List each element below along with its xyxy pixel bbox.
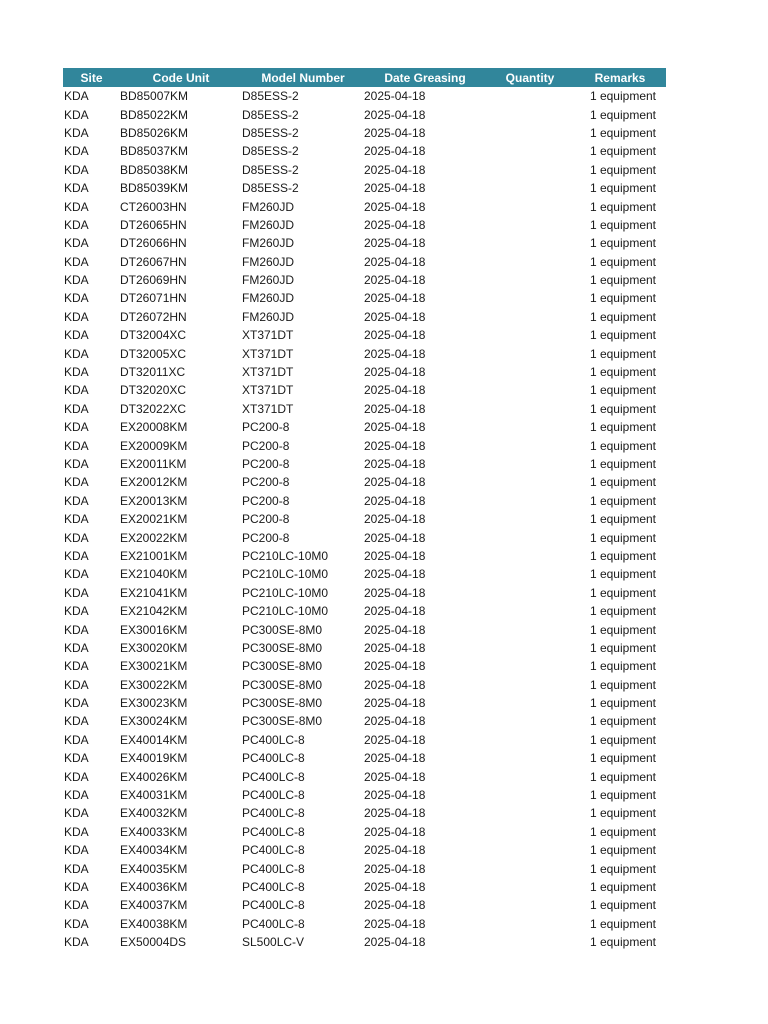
cell-code-unit[interactable]: EX21001KM	[120, 548, 188, 563]
table-row	[63, 271, 666, 289]
cell-site[interactable]: KDA	[64, 236, 89, 251]
cell-model-number[interactable]: PC400LC-8	[242, 769, 305, 784]
cell-model-number[interactable]: PC200-8	[242, 530, 290, 545]
cell-remarks[interactable]: 1 equipment	[589, 254, 656, 269]
cell-code-unit[interactable]: DT32022XC	[120, 401, 187, 416]
table-row	[63, 510, 666, 528]
cell-code-unit[interactable]: DT26066HN	[120, 236, 187, 251]
cell-code-unit[interactable]: DT32020XC	[120, 383, 187, 398]
cell-model-number[interactable]: PC210LC-10M0	[242, 604, 329, 619]
cell-remarks[interactable]: 1 equipment	[589, 383, 656, 398]
cell-site[interactable]: KDA	[64, 585, 89, 600]
cell-site[interactable]: KDA	[64, 125, 89, 140]
cell-date-greasing[interactable]: 2025-04-18	[364, 457, 426, 471]
cell-date-greasing[interactable]: 2025-04-18	[364, 824, 426, 839]
cell-remarks[interactable]: 1 equipment	[589, 512, 656, 527]
cell-date-greasing[interactable]: 2025-04-18	[364, 365, 426, 380]
cell-date-greasing[interactable]: 2025-04-18	[364, 861, 426, 876]
cell-code-unit[interactable]: EX40019KM	[120, 751, 188, 766]
cell-code-unit[interactable]: CT26003HN	[120, 199, 187, 214]
cell-model-number[interactable]: PC400LC-8	[242, 751, 305, 766]
cell-model-number[interactable]: SL500LC-V	[242, 935, 305, 950]
cell-code-unit[interactable]: EX40037KM	[120, 898, 188, 913]
cell-model-number[interactable]: PC400LC-8	[242, 861, 305, 876]
table-row	[63, 418, 666, 436]
cell-model-number[interactable]: FM260JD	[242, 199, 295, 214]
cell-remarks[interactable]: 1 equipment	[589, 291, 656, 306]
cell-model-number[interactable]: PC200-8	[242, 457, 290, 471]
cell-remarks[interactable]: 1 equipment	[589, 273, 656, 288]
cell-date-greasing[interactable]: 2025-04-18	[364, 640, 426, 655]
table-row	[63, 804, 666, 822]
cell-code-unit[interactable]: DT32011XC	[120, 365, 186, 380]
cell-model-number[interactable]: XT371DT	[242, 401, 294, 416]
cell-code-unit[interactable]: EX20008KM	[120, 420, 188, 435]
cell-code-unit[interactable]: EX40032KM	[120, 806, 188, 821]
table-row	[63, 381, 666, 399]
cell-date-greasing[interactable]: 2025-04-18	[364, 751, 426, 766]
cell-site[interactable]: KDA	[64, 824, 89, 839]
cell-remarks[interactable]: 1 equipment	[589, 181, 656, 196]
cell-site[interactable]: KDA	[64, 935, 89, 950]
table-row	[63, 731, 666, 749]
table-row	[63, 253, 666, 271]
cell-remarks[interactable]: 1 equipment	[589, 659, 656, 674]
cell-date-greasing[interactable]: 2025-04-18	[364, 622, 426, 637]
cell-site[interactable]: KDA	[64, 604, 89, 619]
table-row	[63, 363, 666, 381]
table-row	[63, 326, 666, 344]
cell-code-unit[interactable]: EX40036KM	[120, 879, 188, 894]
cell-remarks[interactable]: 1 equipment	[589, 475, 656, 490]
cell-remarks[interactable]: 1 equipment	[589, 236, 656, 251]
cell-date-greasing[interactable]: 2025-04-18	[364, 125, 426, 140]
cell-site[interactable]: KDA	[64, 732, 89, 747]
cell-model-number[interactable]: PC210LC-10M0	[242, 585, 329, 600]
cell-model-number[interactable]: PC200-8	[242, 420, 290, 435]
table-body	[63, 87, 666, 951]
cell-remarks[interactable]: 1 equipment	[589, 89, 656, 104]
table-row	[63, 216, 666, 234]
cell-site[interactable]: KDA	[64, 89, 89, 104]
cell-code-unit[interactable]: EX30021KM	[120, 659, 188, 674]
cell-site[interactable]: KDA	[64, 512, 89, 527]
cell-date-greasing[interactable]: 2025-04-18	[364, 89, 426, 104]
cell-date-greasing[interactable]: 2025-04-18	[364, 217, 426, 232]
cell-remarks[interactable]: 1 equipment	[589, 309, 656, 324]
table-row	[63, 308, 666, 326]
table-row	[63, 657, 666, 675]
cell-code-unit[interactable]: EX40014KM	[120, 732, 188, 747]
cell-code-unit[interactable]: EX40033KM	[120, 824, 188, 839]
cell-model-number[interactable]: PC210LC-10M0	[242, 567, 329, 582]
header-date-greasing[interactable]: Date Greasing	[384, 70, 466, 85]
table-row	[63, 105, 666, 123]
cell-remarks[interactable]: 1 equipment	[589, 879, 656, 894]
table-row	[63, 87, 666, 105]
cell-site[interactable]: KDA	[64, 493, 89, 508]
table-row	[63, 234, 666, 252]
table-row	[63, 712, 666, 730]
cell-code-unit[interactable]: DT26065HN	[120, 217, 187, 232]
cell-code-unit[interactable]: EX20011KM	[120, 457, 187, 471]
cell-site[interactable]: KDA	[64, 696, 89, 711]
cell-site[interactable]: KDA	[64, 475, 89, 490]
cell-site[interactable]: KDA	[64, 916, 89, 931]
table-row	[63, 400, 666, 418]
cell-site[interactable]: KDA	[64, 659, 89, 674]
cell-model-number[interactable]: PC300SE-8M0	[242, 714, 323, 729]
greasing-table	[63, 68, 666, 951]
cell-code-unit[interactable]: EX20013KM	[120, 493, 188, 508]
cell-code-unit[interactable]: EX30023KM	[120, 696, 188, 711]
cell-date-greasing[interactable]: 2025-04-18	[364, 438, 426, 453]
cell-date-greasing[interactable]: 2025-04-18	[364, 181, 426, 196]
cell-model-number[interactable]: FM260JD	[242, 236, 295, 251]
cell-model-number[interactable]: PC300SE-8M0	[242, 659, 323, 674]
cell-site[interactable]: KDA	[64, 898, 89, 913]
cell-code-unit[interactable]: EX21041KM	[120, 585, 188, 600]
header-model-number[interactable]: Model Number	[261, 70, 345, 85]
cell-model-number[interactable]: PC200-8	[242, 493, 290, 508]
cell-model-number[interactable]: PC210LC-10M0	[242, 548, 329, 563]
cell-model-number[interactable]: D85ESS-2	[242, 144, 299, 159]
cell-remarks[interactable]: 1 equipment	[589, 769, 656, 784]
cell-site[interactable]: KDA	[64, 548, 89, 563]
cell-model-number[interactable]: D85ESS-2	[242, 89, 299, 104]
cell-code-unit[interactable]: EX21040KM	[120, 567, 188, 582]
cell-model-number[interactable]: PC200-8	[242, 438, 290, 453]
cell-remarks[interactable]: 1 equipment	[589, 548, 656, 563]
table-row	[63, 823, 666, 841]
table-row	[63, 602, 666, 620]
cell-date-greasing[interactable]: 2025-04-18	[364, 879, 426, 894]
cell-code-unit[interactable]: BD85037KM	[120, 144, 189, 159]
cell-date-greasing[interactable]: 2025-04-18	[364, 659, 426, 674]
cell-remarks[interactable]: 1 equipment	[589, 788, 656, 803]
table-row	[63, 786, 666, 804]
cell-code-unit[interactable]: BD85026KM	[120, 125, 189, 140]
table-row	[63, 124, 666, 142]
cell-model-number[interactable]: PC400LC-8	[242, 898, 305, 913]
cell-model-number[interactable]: PC300SE-8M0	[242, 622, 323, 637]
cell-code-unit[interactable]: EX30016KM	[120, 622, 188, 637]
cell-code-unit[interactable]: EX20009KM	[120, 438, 188, 453]
cell-model-number[interactable]: FM260JD	[242, 273, 295, 288]
cell-code-unit[interactable]: DT32004XC	[120, 328, 187, 343]
cell-model-number[interactable]: XT371DT	[242, 365, 294, 380]
header-remarks[interactable]: Remarks	[594, 70, 646, 85]
cell-date-greasing[interactable]: 2025-04-18	[364, 769, 426, 784]
cell-site[interactable]: KDA	[64, 879, 89, 894]
table-row	[63, 584, 666, 602]
cell-model-number[interactable]: PC400LC-8	[242, 788, 305, 803]
cell-model-number[interactable]: PC200-8	[242, 512, 290, 527]
table-row	[63, 179, 666, 197]
table-row	[63, 142, 666, 160]
cell-code-unit[interactable]: EX50004DS	[120, 935, 187, 950]
cell-code-unit[interactable]: EX30020KM	[120, 640, 188, 655]
cell-remarks[interactable]: 1 equipment	[589, 107, 656, 122]
cell-remarks[interactable]: 1 equipment	[589, 328, 656, 343]
cell-date-greasing[interactable]: 2025-04-18	[364, 236, 426, 251]
cell-remarks[interactable]: 1 equipment	[589, 125, 656, 140]
cell-site[interactable]: KDA	[64, 144, 89, 159]
cell-date-greasing[interactable]: 2025-04-18	[364, 916, 426, 931]
cell-site[interactable]: KDA	[64, 677, 89, 692]
cell-code-unit[interactable]: DT26072HN	[120, 309, 187, 324]
cell-date-greasing[interactable]: 2025-04-18	[364, 530, 426, 545]
cell-remarks[interactable]: 1 equipment	[589, 640, 656, 655]
cell-model-number[interactable]: D85ESS-2	[242, 181, 299, 196]
cell-code-unit[interactable]: BD85038KM	[120, 162, 189, 177]
cell-remarks[interactable]: 1 equipment	[589, 585, 656, 600]
cell-model-number[interactable]: XT371DT	[242, 328, 294, 343]
cell-model-number[interactable]: D85ESS-2	[242, 125, 299, 140]
cell-remarks[interactable]: 1 equipment	[589, 714, 656, 729]
table-row	[63, 749, 666, 767]
cell-site[interactable]: KDA	[64, 107, 89, 122]
cell-site[interactable]: KDA	[64, 401, 89, 416]
table-row	[63, 344, 666, 362]
cell-site[interactable]: KDA	[64, 457, 89, 471]
cell-site[interactable]: KDA	[64, 217, 89, 232]
cell-code-unit[interactable]: DT26067HN	[120, 254, 187, 269]
cell-site[interactable]: KDA	[64, 438, 89, 453]
cell-remarks[interactable]: 1 equipment	[589, 935, 656, 950]
cell-site[interactable]: KDA	[64, 751, 89, 766]
table-row	[63, 915, 666, 933]
table-row	[63, 639, 666, 657]
cell-remarks[interactable]: 1 equipment	[589, 696, 656, 711]
cell-site[interactable]: KDA	[64, 181, 89, 196]
cell-code-unit[interactable]: EX20021KM	[120, 512, 188, 527]
cell-date-greasing[interactable]: 2025-04-18	[364, 273, 426, 288]
cell-site[interactable]: KDA	[64, 640, 89, 655]
cell-site[interactable]: KDA	[64, 199, 89, 214]
cell-model-number[interactable]: XT371DT	[242, 383, 294, 398]
cell-code-unit[interactable]: EX40038KM	[120, 916, 188, 931]
cell-date-greasing[interactable]: 2025-04-18	[364, 935, 426, 950]
cell-model-number[interactable]: PC300SE-8M0	[242, 640, 323, 655]
cell-code-unit[interactable]: EX40031KM	[120, 788, 188, 803]
cell-model-number[interactable]: FM260JD	[242, 291, 295, 306]
cell-code-unit[interactable]: BD85022KM	[120, 107, 189, 122]
cell-site[interactable]: KDA	[64, 769, 89, 784]
cell-model-number[interactable]: PC200-8	[242, 475, 290, 490]
cell-remarks[interactable]: 1 equipment	[589, 604, 656, 619]
cell-date-greasing[interactable]: 2025-04-18	[364, 420, 426, 435]
table-row	[63, 896, 666, 914]
cell-date-greasing[interactable]: 2025-04-18	[364, 144, 426, 159]
cell-model-number[interactable]: PC300SE-8M0	[242, 696, 323, 711]
cell-remarks[interactable]: 1 equipment	[589, 199, 656, 214]
cell-model-number[interactable]: PC400LC-8	[242, 732, 305, 747]
cell-site[interactable]: KDA	[64, 622, 89, 637]
cell-remarks[interactable]: 1 equipment	[589, 217, 656, 232]
cell-date-greasing[interactable]: 2025-04-18	[364, 309, 426, 324]
cell-date-greasing[interactable]: 2025-04-18	[364, 107, 426, 122]
cell-date-greasing[interactable]: 2025-04-18	[364, 162, 426, 177]
table-row	[63, 528, 666, 546]
table-row	[63, 473, 666, 491]
cell-code-unit[interactable]: EX30022KM	[120, 677, 188, 692]
cell-remarks[interactable]: 1 equipment	[589, 567, 656, 582]
cell-date-greasing[interactable]: 2025-04-18	[364, 696, 426, 711]
cell-remarks[interactable]: 1 equipment	[589, 420, 656, 435]
cell-remarks[interactable]: 1 equipment	[589, 806, 656, 821]
cell-date-greasing[interactable]: 2025-04-18	[364, 806, 426, 821]
table-row	[63, 455, 666, 473]
table-header-row	[63, 68, 666, 87]
cell-site[interactable]: KDA	[64, 291, 89, 306]
cell-code-unit[interactable]: EX30024KM	[120, 714, 188, 729]
cell-date-greasing[interactable]: 2025-04-18	[364, 401, 426, 416]
cell-remarks[interactable]: 1 equipment	[589, 346, 656, 361]
table-row	[63, 620, 666, 638]
cell-date-greasing[interactable]: 2025-04-18	[364, 604, 426, 619]
header-site[interactable]: Site	[80, 70, 103, 85]
cell-date-greasing[interactable]: 2025-04-18	[364, 567, 426, 582]
cell-model-number[interactable]: PC400LC-8	[242, 824, 305, 839]
cell-date-greasing[interactable]: 2025-04-18	[364, 254, 426, 269]
cell-remarks[interactable]: 1 equipment	[589, 438, 656, 453]
table-row	[63, 841, 666, 859]
cell-model-number[interactable]: FM260JD	[242, 309, 295, 324]
cell-model-number[interactable]: FM260JD	[242, 217, 295, 232]
cell-date-greasing[interactable]: 2025-04-18	[364, 493, 426, 508]
table-row	[63, 767, 666, 785]
cell-date-greasing[interactable]: 2025-04-18	[364, 843, 426, 858]
cell-date-greasing[interactable]: 2025-04-18	[364, 714, 426, 729]
cell-date-greasing[interactable]: 2025-04-18	[364, 291, 426, 306]
cell-remarks[interactable]: 1 equipment	[589, 365, 656, 380]
cell-model-number[interactable]: D85ESS-2	[242, 107, 299, 122]
table-row	[63, 859, 666, 877]
cell-code-unit[interactable]: EX40026KM	[120, 769, 188, 784]
cell-site[interactable]: KDA	[64, 254, 89, 269]
table-row	[63, 289, 666, 307]
cell-model-number[interactable]: D85ESS-2	[242, 162, 299, 177]
cell-site[interactable]: KDA	[64, 365, 89, 380]
cell-code-unit[interactable]: EX20012KM	[120, 475, 188, 490]
header-code-unit[interactable]: Code Unit	[152, 70, 210, 85]
cell-date-greasing[interactable]: 2025-04-18	[364, 328, 426, 343]
cell-model-number[interactable]: PC300SE-8M0	[242, 677, 323, 692]
cell-model-number[interactable]: PC400LC-8	[242, 879, 305, 894]
cell-date-greasing[interactable]: 2025-04-18	[364, 788, 426, 803]
table-row	[63, 547, 666, 565]
cell-site[interactable]: KDA	[64, 806, 89, 821]
cell-remarks[interactable]: 1 equipment	[589, 622, 656, 637]
cell-remarks[interactable]: 1 equipment	[589, 144, 656, 159]
cell-site[interactable]: KDA	[64, 861, 89, 876]
cell-site[interactable]: KDA	[64, 420, 89, 435]
cell-model-number[interactable]: PC400LC-8	[242, 806, 305, 821]
cell-model-number[interactable]: PC400LC-8	[242, 843, 305, 858]
cell-site[interactable]: KDA	[64, 162, 89, 177]
cell-code-unit[interactable]: EX20022KM	[120, 530, 188, 545]
cell-model-number[interactable]: XT371DT	[242, 346, 294, 361]
cell-site[interactable]: KDA	[64, 273, 89, 288]
cell-site[interactable]: KDA	[64, 328, 89, 343]
table-row	[63, 676, 666, 694]
cell-remarks[interactable]: 1 equipment	[589, 530, 656, 545]
cell-date-greasing[interactable]: 2025-04-18	[364, 677, 426, 692]
cell-site[interactable]: KDA	[64, 530, 89, 545]
cell-site[interactable]: KDA	[64, 567, 89, 582]
cell-model-number[interactable]: FM260JD	[242, 254, 295, 269]
cell-remarks[interactable]: 1 equipment	[589, 162, 656, 177]
cell-site[interactable]: KDA	[64, 309, 89, 324]
cell-remarks[interactable]: 1 equipment	[589, 732, 656, 747]
cell-remarks[interactable]: 1 equipment	[589, 916, 656, 931]
cell-remarks[interactable]: 1 equipment	[589, 898, 656, 913]
cell-site[interactable]: KDA	[64, 383, 89, 398]
cell-code-unit[interactable]: BD85039KM	[120, 181, 189, 196]
cell-model-number[interactable]: PC400LC-8	[242, 916, 305, 931]
cell-date-greasing[interactable]: 2025-04-18	[364, 512, 426, 527]
cell-site[interactable]: KDA	[64, 788, 89, 803]
cell-remarks[interactable]: 1 equipment	[589, 861, 656, 876]
cell-code-unit[interactable]: EX40035KM	[120, 861, 188, 876]
table-row	[63, 565, 666, 583]
table-row	[63, 878, 666, 896]
table-row	[63, 492, 666, 510]
cell-code-unit[interactable]: DT32005XC	[120, 346, 187, 361]
cell-date-greasing[interactable]: 2025-04-18	[364, 383, 426, 398]
cell-date-greasing[interactable]: 2025-04-18	[364, 346, 426, 361]
cell-date-greasing[interactable]: 2025-04-18	[364, 732, 426, 747]
cell-remarks[interactable]: 1 equipment	[589, 457, 656, 471]
cell-remarks[interactable]: 1 equipment	[589, 493, 656, 508]
cell-remarks[interactable]: 1 equipment	[589, 843, 656, 858]
table-row	[63, 694, 666, 712]
cell-site[interactable]: KDA	[64, 714, 89, 729]
cell-date-greasing[interactable]: 2025-04-18	[364, 548, 426, 563]
table-row	[63, 161, 666, 179]
header-quantity[interactable]: Quantity	[505, 70, 555, 85]
cell-code-unit[interactable]: EX40034KM	[120, 843, 188, 858]
table-row	[63, 933, 666, 951]
cell-remarks[interactable]: 1 equipment	[589, 824, 656, 839]
cell-remarks[interactable]: 1 equipment	[589, 677, 656, 692]
cell-site[interactable]: KDA	[64, 843, 89, 858]
cell-date-greasing[interactable]: 2025-04-18	[364, 898, 426, 913]
cell-code-unit[interactable]: DT26069HN	[120, 273, 187, 288]
cell-code-unit[interactable]: EX21042KM	[120, 604, 188, 619]
cell-date-greasing[interactable]: 2025-04-18	[364, 199, 426, 214]
cell-date-greasing[interactable]: 2025-04-18	[364, 585, 426, 600]
table-row	[63, 197, 666, 215]
cell-date-greasing[interactable]: 2025-04-18	[364, 475, 426, 490]
cell-code-unit[interactable]: DT26071HN	[120, 291, 187, 306]
cell-remarks[interactable]: 1 equipment	[589, 401, 656, 416]
cell-site[interactable]: KDA	[64, 346, 89, 361]
cell-code-unit[interactable]: BD85007KM	[120, 89, 189, 104]
table-row	[63, 436, 666, 454]
cell-remarks[interactable]: 1 equipment	[589, 751, 656, 766]
